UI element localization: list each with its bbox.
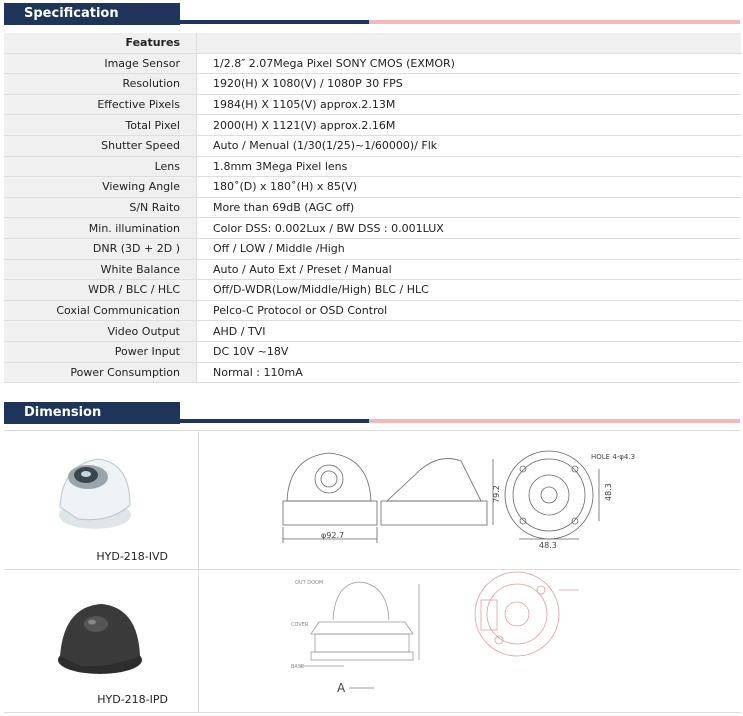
specification-header — [4, 3, 740, 25]
spec-row — [4, 218, 741, 239]
spec-row — [4, 156, 741, 177]
header-bar-dark — [180, 20, 369, 24]
header-bar-pink — [369, 20, 740, 24]
dimension-row-ivd — [4, 431, 741, 570]
spec-label: Lens — [4, 156, 197, 177]
spec-value: Auto / Menual (1/30(1/25)~1/60000)/ Flk — [197, 135, 742, 156]
spec-value: 180˚(D) x 180˚(H) x 85(V) — [197, 177, 742, 198]
spec-row — [4, 53, 741, 74]
product-photo-cell — [4, 431, 199, 569]
spec-label: Video Output — [4, 321, 197, 342]
spec-value: 1920(H) X 1080(V) / 1080P 30 FPS — [197, 74, 742, 95]
width-dim: φ92.7 — [321, 531, 345, 540]
section-arrow-label: A — [337, 681, 346, 695]
spec-row — [4, 259, 741, 280]
header-bar-dark — [180, 419, 369, 423]
spec-label: Resolution — [4, 74, 197, 95]
spec-label: WDR / BLC / HLC — [4, 280, 197, 301]
spec-label: Min. illumination — [4, 218, 197, 239]
spec-value: AHD / TVI — [197, 321, 742, 342]
features-header: Features — [4, 33, 197, 53]
spec-value: 1/2.8″ 2.07Mega Pixel SONY CMOS (EXMOR) — [197, 53, 742, 74]
out-label: OUT DOOM — [295, 580, 324, 586]
hole-dim: HOLE 4-φ4.3 — [591, 453, 636, 461]
cover-label: COVER — [291, 622, 309, 628]
spec-row — [4, 74, 741, 95]
specification-title: Specification — [4, 3, 180, 25]
spec-label: Power Input — [4, 341, 197, 362]
spec-value: Off / LOW / Middle /High — [197, 238, 742, 259]
spec-value: More than 69dB (AGC off) — [197, 197, 742, 218]
pitch-v-dim: 48.3 — [604, 483, 613, 501]
drawing-cell — [199, 431, 741, 569]
ipd-dimension-drawing — [199, 570, 739, 712]
spec-label: Total Pixel — [4, 115, 197, 136]
spec-label: White Balance — [4, 259, 197, 280]
spec-row — [4, 362, 741, 383]
specification-table — [4, 33, 741, 383]
spec-label: Viewing Angle — [4, 177, 197, 198]
spec-row — [4, 177, 741, 198]
spec-value: Color DSS: 0.002Lux / BW DSS : 0.001LUX — [197, 218, 742, 239]
header-bar-pink — [369, 419, 740, 423]
dimension-table — [4, 430, 741, 713]
model-label: HYD-218-IVD — [96, 550, 168, 563]
dimension-row-ipd — [4, 570, 741, 713]
spec-row — [4, 135, 741, 156]
spec-value: 1.8mm 3Mega Pixel lens — [197, 156, 742, 177]
white-dome-camera-photo — [50, 445, 140, 535]
pitch-h-dim: 48.3 — [539, 541, 557, 550]
spec-row — [4, 321, 741, 342]
spec-value: Off/D-WDR(Low/Middle/High) BLC / HLC — [197, 280, 742, 301]
model-label: HYD-218-IPD — [97, 693, 168, 706]
ivd-dimension-drawing — [199, 431, 739, 569]
spec-value: Normal : 110mA — [197, 362, 742, 383]
black-dome-camera-photo — [50, 594, 150, 684]
spec-row — [4, 300, 741, 321]
spec-row — [4, 115, 741, 136]
spec-label: S/N Raito — [4, 197, 197, 218]
product-photo-cell — [4, 570, 199, 712]
features-header-row — [4, 33, 741, 53]
spec-label: Image Sensor — [4, 53, 197, 74]
spec-label: DNR (3D + 2D ) — [4, 238, 197, 259]
height-dim: 79.2 — [492, 485, 501, 503]
dimension-title: Dimension — [4, 402, 180, 424]
spec-label: Power Consumption — [4, 362, 197, 383]
drawing-cell — [199, 570, 741, 712]
spec-value: Auto / Auto Ext / Preset / Manual — [197, 259, 742, 280]
spec-label: Shutter Speed — [4, 135, 197, 156]
features-header-blank — [197, 33, 742, 53]
spec-row — [4, 280, 741, 301]
spec-value: 1984(H) X 1105(V) approx.2.13M — [197, 94, 742, 115]
spec-value: DC 10V ~18V — [197, 341, 742, 362]
spec-row — [4, 238, 741, 259]
spec-row — [4, 197, 741, 218]
spec-row — [4, 341, 741, 362]
spec-label: Effective Pixels — [4, 94, 197, 115]
spec-value: Pelco-C Protocol or OSD Control — [197, 300, 742, 321]
spec-value: 2000(H) X 1121(V) approx.2.16M — [197, 115, 742, 136]
base-label: BASE — [291, 664, 305, 670]
dimension-header — [4, 402, 740, 424]
spec-row — [4, 94, 741, 115]
spec-label: Coxial Communication — [4, 300, 197, 321]
